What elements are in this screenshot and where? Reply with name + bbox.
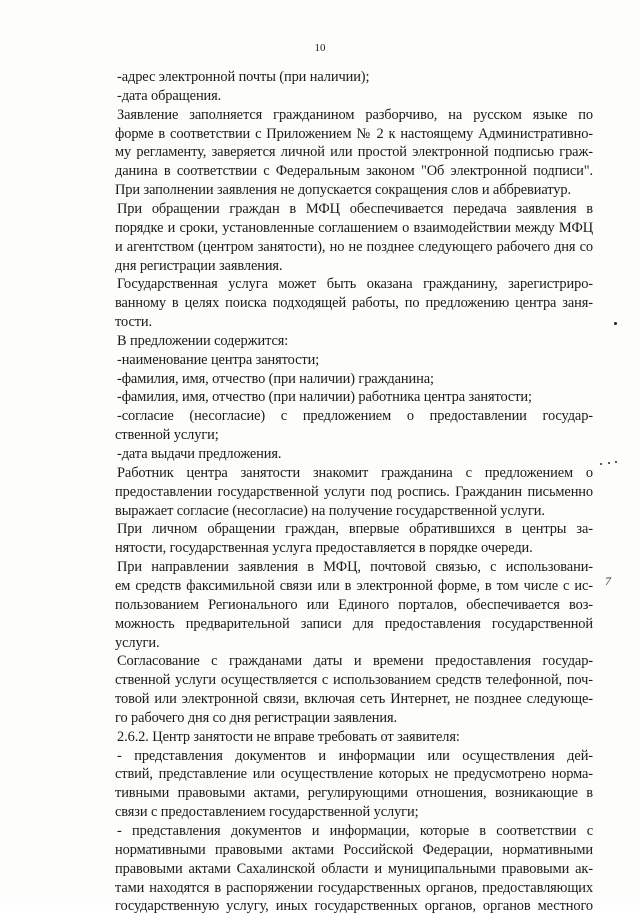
text-line: При направлении заявления в МФЦ, почтовой связью, с использовани- xyxy=(117,559,593,576)
text-line: выражает согласие (несогласие) на получение государственной услуги. xyxy=(115,502,545,519)
scan-speck xyxy=(600,463,602,465)
text-line: связи с предоставлением государственной услуги; xyxy=(115,804,419,821)
page-number: 10 xyxy=(314,42,326,54)
text-line: -фамилия, имя, отчество (при наличии) гражданина; xyxy=(117,370,434,387)
text-line: ственной услуги осуществляется с использованием средств телефонной, поч- xyxy=(115,672,593,689)
text-line: При обращении граждан в МФЦ обеспечивается передача заявления в xyxy=(117,200,593,217)
text-line: ственной услуги; xyxy=(115,427,219,444)
scan-speck xyxy=(615,461,617,463)
margin-mark: 7 xyxy=(605,574,611,588)
text-line: Согласование с гражданами даты и времени предоставления государ- xyxy=(117,653,593,670)
text-line: -согласие (несогласие) с предложением о предоставлении государ- xyxy=(117,408,593,425)
text-line: -адрес электронной почты (при наличии); xyxy=(117,69,370,85)
text-line: го рабочего дня со дня регистрации заявления. xyxy=(115,709,397,726)
text-line: -дата обращения. xyxy=(117,87,222,104)
text-line: 2.6.2. Центр занятости не вправе требовать от заявителя: xyxy=(117,728,460,745)
text-line: правовыми актами Сахалинской области и муниципальными правовыми ак- xyxy=(115,860,593,877)
text-line: нормативными правовыми актами Российской Федерации, нормативными xyxy=(115,841,593,858)
text-line: и агентством (центром занятости), но не позднее следующего рабочего дня со xyxy=(115,238,593,255)
text-line: Заявление заполняется гражданином разборчиво, на русском языке по xyxy=(117,106,593,123)
text-line: -дата выдачи предложения. xyxy=(117,446,282,462)
text-line: можность предварительной записи для предоставления государственной xyxy=(115,615,593,632)
text-line: му регламенту, заверяется личной или простой электронной подписью граж- xyxy=(115,144,593,161)
scan-speck xyxy=(608,462,610,464)
text-line: При заполнении заявления не допускается сокращения слов и аббревиатур. xyxy=(115,182,571,199)
text-line: услуги. xyxy=(115,634,160,651)
text-line: порядке и сроки, установленные соглашением о взаимодействии между МФЦ xyxy=(115,219,593,236)
text-line: ем средств факсимильной связи или в электронной форме, в том числе с ис- xyxy=(115,577,593,594)
text-line: государственную услугу, иных государственных органов, органов местного xyxy=(115,898,593,915)
text-line: предоставлении государственной услуги под роспись. Гражданин письменно xyxy=(115,483,593,500)
text-line: ствий, представление или осуществление которых не предусмотрено норма- xyxy=(115,766,593,783)
text-line: данина в соответствии с Федеральным законом "Об электронной подписи". xyxy=(115,163,593,180)
text-line: тами находятся в распоряжении государственных органов, предоставляющих xyxy=(115,879,593,896)
text-line: ванному в целях поиска подходящей работы, по предложению центра заня- xyxy=(115,295,593,312)
text-line: товой или электронной связи, включая сеть Интернет, не позднее следующе- xyxy=(115,691,593,708)
text-line: -наименование центра занятости; xyxy=(117,351,320,368)
text-line: - представления документов и информации или осуществления дей- xyxy=(117,747,593,764)
text-line: форме в соответствии с Приложением № 2 к настоящему Административно- xyxy=(115,125,593,142)
text-line: При личном обращении граждан, впервые обратившихся в центры за- xyxy=(117,521,593,538)
text-line: тивными правовыми актами, регулирующими отношения, возникающие в xyxy=(115,785,593,802)
text-line: - представления документов и информации, которые в соответствии с xyxy=(117,823,593,839)
text-line: В предложении содержится: xyxy=(117,332,289,349)
text-line: тости. xyxy=(115,314,153,331)
text-line: -фамилия, имя, отчество (при наличии) работника центра занятости; xyxy=(117,389,532,406)
scan-speck xyxy=(614,322,617,325)
text-line: пользованием Регионального или Единого порталов, обеспечивается воз- xyxy=(115,596,593,613)
text-line: Работник центра занятости знакомит гражданина с предложением о xyxy=(117,464,593,481)
text-line: нятости, государственная услуга предоставляется в порядке очереди. xyxy=(115,540,533,557)
text-line: Государственная услуга может быть оказана гражданину, зарегистриро- xyxy=(117,276,593,293)
text-line: дня регистрации заявления. xyxy=(115,257,283,274)
